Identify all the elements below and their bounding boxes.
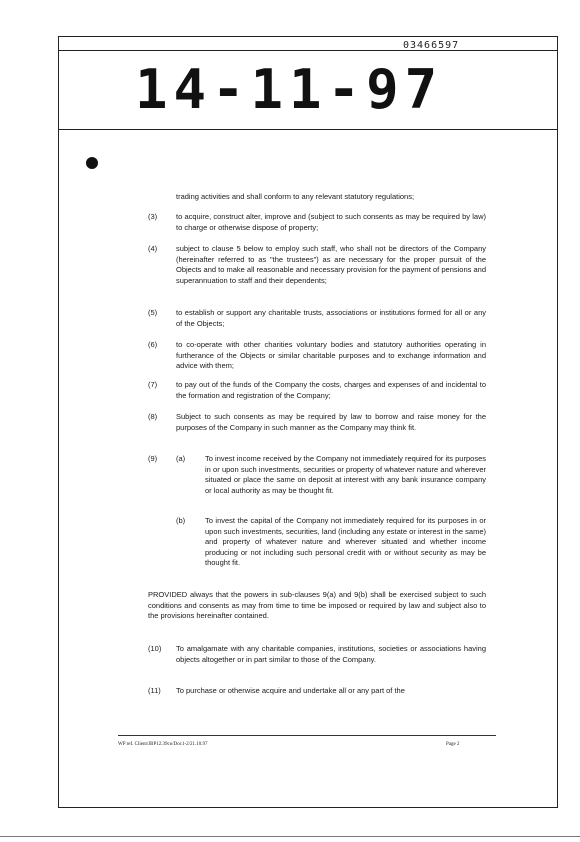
company-ref-number: 03466597 — [403, 40, 460, 51]
subclause-number: (a) — [176, 454, 186, 463]
clause-number: (10) — [148, 644, 162, 653]
clause-number: (7) — [148, 380, 158, 389]
clause-number: (5) — [148, 308, 158, 317]
date-stamp-rule — [58, 129, 558, 130]
clause-text: To purchase or otherwise acquire and undertake all or any part of the — [176, 686, 405, 695]
clause-text: Subject to such consents as may be required by law to borrow and raise money for the purposes of the Company in such manner as the Company may think fit. — [176, 412, 486, 432]
clause-text: subject to clause 5 below to employ such staff, who shall not be directors of the Company (hereinafter referred to as "the trustees") as are necessary for the proper pursuit of the Objects and to make all reasonable and necessary provision for the payment of pensions and superannuation to staff and their dependents; — [176, 244, 486, 285]
clause-text: to acquire, construct alter, improve and (subject to such consents as may be required by law) to charge or otherwise dispose of property; — [176, 212, 486, 232]
footer-rule — [118, 735, 496, 736]
page-number: Page 2 — [446, 742, 460, 747]
clause-text: to co-operate with other charities voluntary bodies and statutory authorities operating in furtherance of the Objects or similar charitable purposes and to exchange information and advice with them; — [176, 340, 486, 371]
scan-bottom-edge — [0, 836, 580, 837]
subclause-text: To invest the capital of the Company not immediately required for its purposes in or upon such investments, securities, land (including any estate or interest in the same) and property of whatever nature and wherever situated and whether income producing or not including such personal credit with or without security as may be thought fit. — [205, 516, 486, 568]
clause-number: (6) — [148, 340, 158, 349]
clause-text: To amalgamate with any charitable companies, institutions, societies or associations having objects altogether or in part similar to those of the Company. — [176, 644, 486, 664]
date-stamp: 14-11-97 — [135, 58, 444, 121]
subclause-text: To invest income received by the Company not immediately required for its purposes in or upon such investments, securities or property of whatever nature and wherever situated or place the same on deposit at interest with any bank insurance company or local authority as may be thought fit. — [205, 454, 486, 495]
clause-text: to pay out of the funds of the Company the costs, charges and expenses of and incidental to the formation and registration of the Company; — [176, 380, 486, 400]
footer-file-ref: WP ref. Client/JBP12.39co/Doc1-2/21.10.97 — [118, 742, 208, 747]
subclause-number: (b) — [176, 516, 186, 525]
continued-text: trading activities and shall conform to any relevant statutory regulations; — [176, 192, 415, 201]
clause-text: to establish or support any charitable trusts, associations or institutions formed for all or any of the Objects; — [176, 308, 486, 328]
clause-number: (3) — [148, 212, 158, 221]
punch-hole-dot — [86, 157, 98, 169]
clause-number: (9) — [148, 454, 158, 463]
clause-number: (11) — [148, 686, 161, 695]
clause-number: (4) — [148, 244, 158, 253]
clause-number: (8) — [148, 412, 158, 421]
proviso-paragraph: PROVIDED always that the powers in sub-clauses 9(a) and 9(b) shall be exercised subject to such conditions and consents as may from time to time be imposed or required by law and subject also to the provisions hereinafter contained. — [148, 590, 486, 621]
